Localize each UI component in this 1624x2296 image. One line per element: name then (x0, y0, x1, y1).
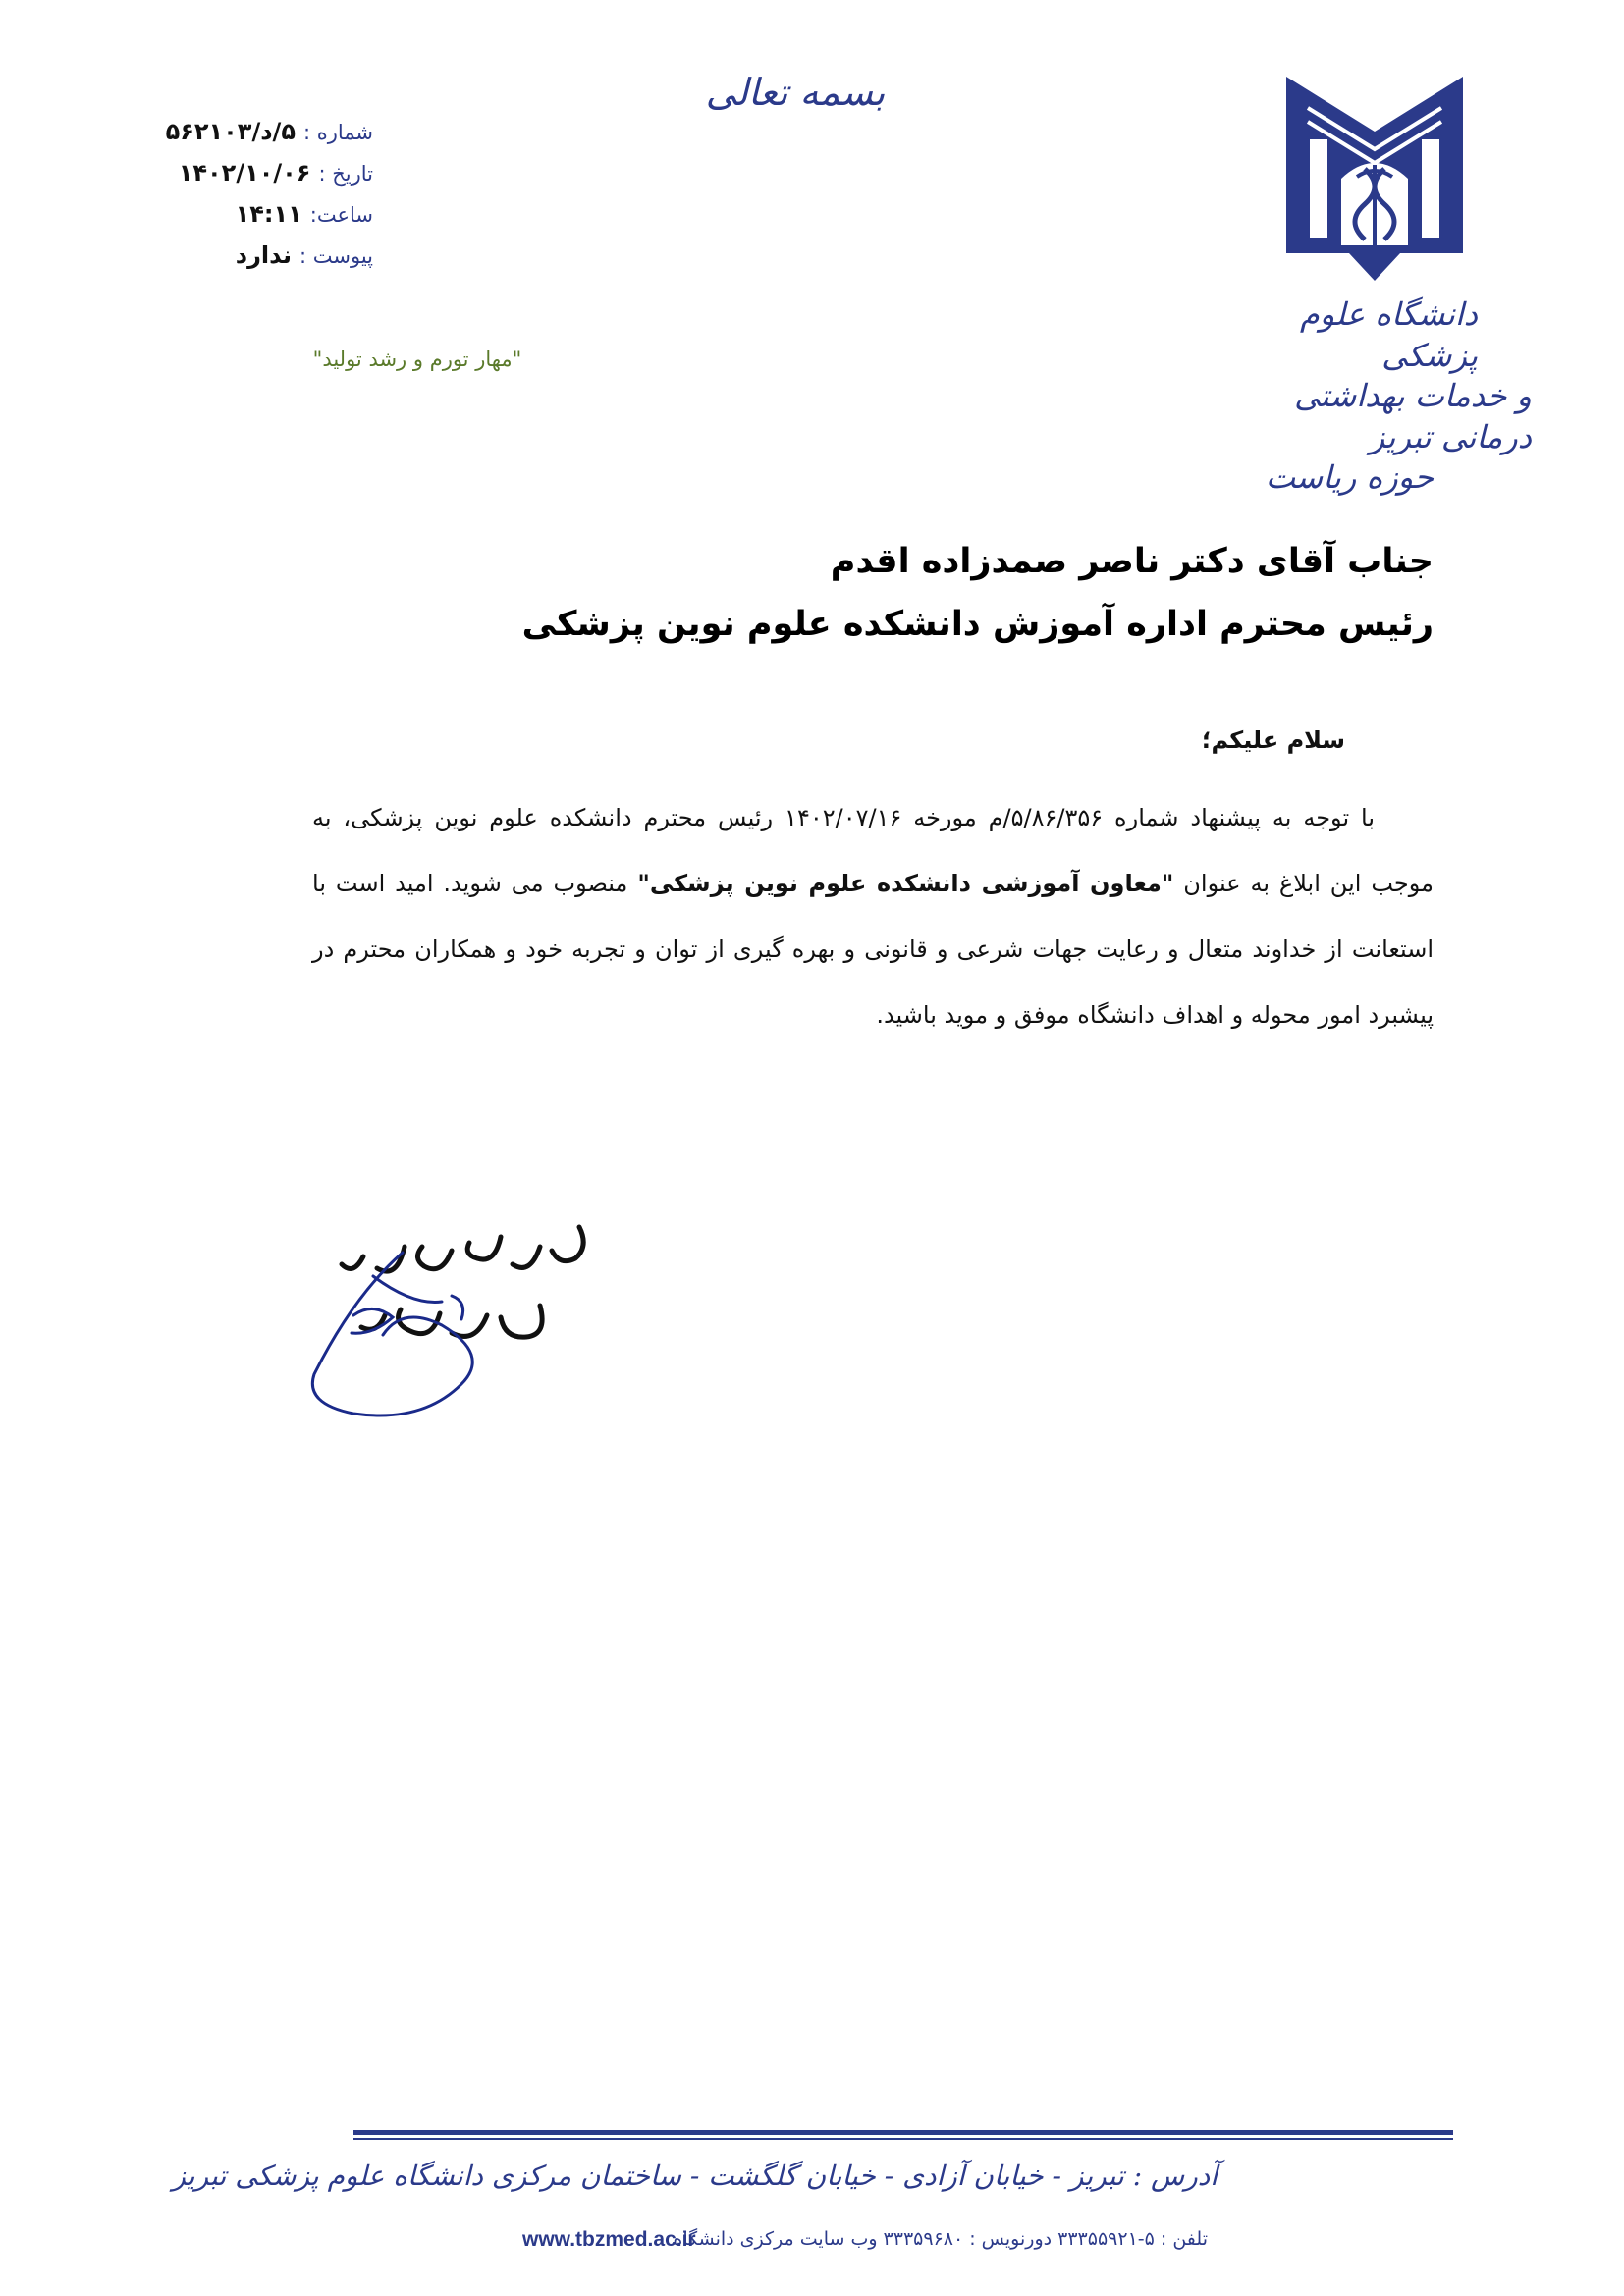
logo-line-university: دانشگاه علوم پزشکی (1300, 295, 1478, 374)
footer-divider (353, 2130, 1453, 2140)
attachment-value: ندارد (235, 241, 292, 269)
greeting: سلام علیکم؛ (1201, 726, 1345, 754)
footer-contact: تلفن : ۵-۳۳۳۵۵۹۲۱ دورنویس : ۳۳۳۵۹۶۸۰ وب سایت مرکزی دانشگاه (673, 2228, 1208, 2250)
meta-attachment (147, 241, 373, 283)
footer-address: آدرس : تبریز - خیابان آزادی - خیابان گلگشت - ساختمان مرکزی دانشگاه علوم پزشکی تبریز (172, 2160, 1218, 2192)
university-logo-icon (1282, 71, 1467, 287)
logo-line-services: و خدمات بهداشتی درمانی تبریز (1294, 377, 1532, 455)
meta-number (147, 118, 373, 159)
letter-body (312, 785, 1434, 1048)
logo-text (1218, 294, 1532, 499)
addressee-title: رئیس محترم اداره آموزش دانشکده علوم نوین پزشکی (521, 605, 1434, 644)
logo-line-office: حوزه ریاست (1265, 458, 1434, 497)
body-appointment-title: "معاون آموزشی دانشکده علوم نوین پزشکی" (637, 870, 1174, 897)
meta-time (147, 200, 373, 241)
body-part-2: منصوب می شوید. امید است با استعانت از خداوند متعال و رعایت جهات شرعی و قانونی و بهره گیری از توان و تجربه خود و همکاران محترم در پیشبرد امور محوله و اهداف دانشگاه موفق و موید باشید. (312, 870, 1434, 1029)
attachment-label: پیوست : (299, 244, 373, 268)
body-part-1: با توجه به پیشنهاد شماره ۵/۸۶/۳۵۶/م مورخه ۱۴۰۲/۰۷/۱۶ رئیس محترم دانشکده علوم نوین پزشکی، به موجب این ابلاغ به عنوان (312, 804, 1434, 897)
letter-meta (147, 118, 373, 283)
number-label: شماره : (302, 121, 373, 144)
time-label: ساعت: (309, 203, 373, 227)
bismillah-heading: بسمه تعالی (705, 71, 886, 114)
date-value: ۱۴۰۲/۱۰/۰۶ (178, 159, 311, 187)
time-value: ۱۴:۱۱ (235, 200, 302, 228)
number-value: ۵/د/۵۶۲۱۰۳ (165, 118, 296, 145)
meta-date (147, 159, 373, 200)
footer-website: www.tbzmed.ac.ir (522, 2228, 696, 2251)
addressee-block (491, 530, 1434, 656)
addressee-name: جناب آقای دکتر ناصر صمدزاده اقدم (830, 542, 1434, 581)
date-label: تاریخ : (318, 162, 373, 186)
slogan: "مهار تورم و رشد تولید" (312, 347, 522, 371)
handwritten-signature-icon (295, 1207, 609, 1433)
